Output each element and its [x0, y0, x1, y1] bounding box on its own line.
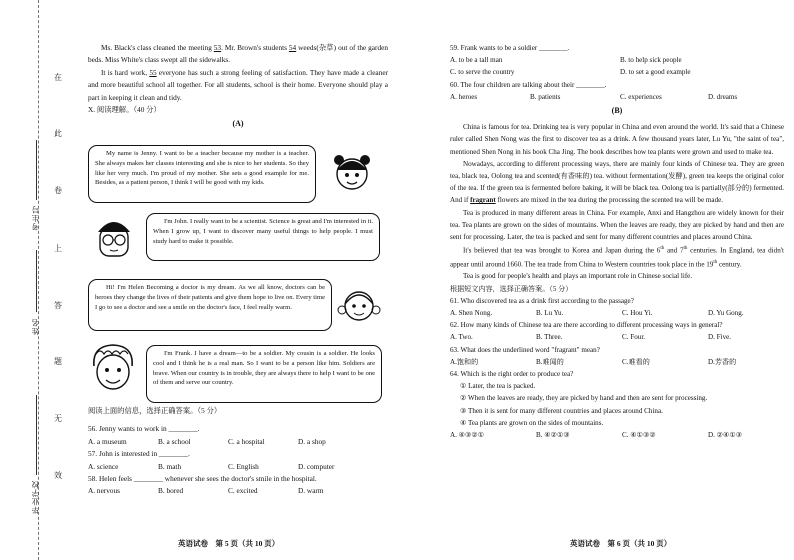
option[interactable]: C. excited — [228, 486, 258, 496]
bubble-frank: I'm Frank. I have a dream—to be a soldier. My cousin is a soldier. He looks cool and I think he is a real man. So I want to be a person like him. Soldiers are brave. When our country is in trouble, they are always there to help I want to be one of them and serve our country. — [146, 345, 382, 403]
passage-b-instruction: 根据短文内容，选择正确答案。（5 分） — [450, 284, 573, 293]
option[interactable]: A. nervous — [88, 486, 121, 496]
binding-dashed-line — [38, 0, 39, 560]
binding-char: 效 — [54, 471, 62, 480]
bubble-jenny: My name is Jenny. I want to be a teacher because my mother is a teacher. She always makes her classes interesting and she is nice to her students. So they like her very much. I'm proud of my mother. She sets a good example for me. Besides, as a patient person, I think I will be good with my kids. — [88, 145, 316, 203]
option[interactable]: C. Four. — [622, 333, 646, 342]
option[interactable]: B. patients — [530, 92, 561, 101]
binding-char: 卷 — [54, 186, 62, 195]
step-1: ① Later, the tea is packed. — [460, 382, 536, 391]
question-61: 61. Who discovered tea as a drink first according to the passage? A. Shen Nong. B. Lu Yu. C. Hou Yi. D. Yu Gong. — [450, 295, 784, 319]
binding-char: 上 — [54, 244, 62, 253]
cloze-paragraph-2: It is hard work, 55 everyone has such a strong feeling of satisfaction. They have made a cleaner and more beautiful school all together. For all students, school is their home. Everyone should play a part in keeping it clean and tidy. — [88, 67, 388, 102]
option[interactable]: D. Five. — [708, 333, 732, 342]
option[interactable]: D. to set a good example — [620, 68, 691, 77]
binding-strip — [0, 0, 75, 560]
question-63: 63. What does the underlined word "fragrant" mean? A.饱和的 B.难闻的 C.难看的 D.芳香的 — [450, 344, 784, 368]
option[interactable]: A. science — [88, 461, 119, 471]
option[interactable]: A.饱和的 — [450, 357, 479, 366]
question-57: 57. John is interested in ________. A. science B. math C. English D. computer — [88, 448, 388, 473]
section-x-heading: X. 阅读理解。（40 分） — [88, 105, 161, 115]
page-footer-left: 英语试卷 第 5 页（共 10 页） — [178, 539, 280, 548]
option[interactable]: A. Two. — [450, 333, 473, 342]
option[interactable]: B. to help sick people — [620, 56, 682, 65]
option[interactable]: D. a shop — [298, 436, 326, 446]
option[interactable]: B. Lu Yu. — [536, 308, 564, 317]
passage-b-paragraph-1: China is famous for tea. Drinking tea is very popular in China and even around the world. It's said that a Chinese ruler called Shen Nong was the first to discover tea as a drink. A few thousand years later, Lu Yu, "the saint of tea", mentioned Shen Nong in his book Cha Jing. The book describes how tea plants were grown and used to make tea. — [450, 123, 784, 156]
option[interactable]: C. a hospital — [228, 436, 265, 446]
school-field[interactable] — [36, 395, 37, 475]
cloze-paragraph-1: Ms. Black's class cleaned the meeting 53. Mr. Brown's students 54 weeds(杂草) out of the garden beds. Miss White's class swept all the sidewalks. — [88, 43, 389, 65]
blank-53: 53 — [213, 43, 222, 52]
passage-b-title: (B) — [611, 106, 623, 116]
binding-char: 答 — [54, 301, 62, 310]
option[interactable]: B. Three. — [536, 333, 563, 342]
question-60: 60. The four children are talking about their ________. A. heroes B. patients C. experiences D. dreams — [450, 79, 784, 103]
question-62: 62. How many kinds of Chinese tea are there according to different processing ways in general? A. Two. B. Three. C. Four. D. Five. — [450, 319, 784, 343]
question-56: 56. Jenny wants to work in ________. A. a museum B. a school C. a hospital D. a shop — [88, 423, 388, 448]
girl-pigtails-avatar-icon — [336, 276, 382, 332]
option[interactable]: D. dreams — [708, 92, 738, 101]
passage-b-paragraph-3: Tea is produced in many different areas in China. For example, Anxi and Hangzhou are widely known for their tea. Tea plants are grown on the sides of mountains. When the leaves are ready, they are picked by hand and then are sent for processing. Later, the tea is packed and sent for many different countries and places around China. — [450, 208, 784, 242]
question-58: 58. Helen feels ________ whenever she sees the doctor's smile in the hospital. A. nervous B. bored C. excited D. warm — [88, 473, 388, 498]
passage-a-instruction: 阅读上面的信息，选择正确答案。（5 分） — [88, 406, 222, 415]
name-field[interactable] — [36, 250, 37, 312]
binding-char: 此 — [54, 129, 62, 138]
step-3: ③ Then it is sent for many different countries and places around China. — [460, 406, 663, 415]
exam-number-label: 考生号 — [31, 205, 40, 231]
binding-char: 题 — [54, 357, 62, 366]
right-column — [450, 42, 784, 441]
girl-avatar-icon — [326, 146, 378, 198]
passage-b-paragraph-5: Tea is good for people's health and plays an important role in Chinese social life. — [463, 272, 693, 281]
blank-54: 54 — [288, 43, 297, 52]
option[interactable]: A. to be a tall man — [450, 56, 503, 65]
option[interactable]: B. bored — [158, 486, 184, 496]
option[interactable]: D. Yu Gong. — [708, 308, 744, 317]
option[interactable]: B.难闻的 — [536, 357, 564, 366]
passage-a-title: (A) — [232, 119, 244, 129]
option[interactable]: B. ④②①③ — [536, 431, 570, 440]
option[interactable]: A. heroes — [450, 92, 478, 101]
option[interactable]: C. to serve the country — [450, 68, 515, 77]
bubble-helen: Hi! I'm Helen Becoming a doctor is my dream. As we all know, doctors can be heroes they change the lives of their patients and give them hope to live on. Every time I go to see a doctor and see a smile on the doctor's face, I feel really warm. — [88, 279, 332, 331]
step-2: ② When the leaves are ready, they are picked by hand and then are sent for processing. — [460, 394, 708, 403]
school-label: 毕业学校 — [31, 480, 40, 514]
option[interactable]: C. experiences — [620, 92, 662, 101]
bubble-john: I'm John. I really want to be a scientist. Science is great and I'm interested in it. When I grow up, I want to discover many useful things to help people. I must study hard to make it possible. — [146, 213, 380, 261]
option[interactable]: A. a museum — [88, 436, 127, 446]
option[interactable]: C.难看的 — [622, 357, 650, 366]
left-questions — [88, 405, 388, 498]
binding-char: 在 — [54, 73, 62, 82]
passage-b-paragraph-2: Nowadays, according to different processing ways, there are mainly four kinds of Chinese tea. They are green tea, black tea, Oolong tea and scented(有香味的) tea. without fermentation(发酵), green tea keeps the original color of the tea. If the green tea is fermented before baking, it will be black tea. Oolong tea is partially(部分的) fermented. And if fragrant flowers are mixed in the tea during the processing the scented tea will be made. — [450, 159, 784, 205]
step-4: ④ Tea plants are grown on the sides of mountains. — [460, 418, 604, 427]
question-59: 59. Frank wants to be a soldier ________. A. to be a tall man B. to help sick people C. to serve the country D. to set a good example — [450, 42, 784, 79]
binding-char: 无 — [54, 414, 62, 423]
option[interactable]: B. a school — [158, 436, 191, 446]
option[interactable]: A. ④③②① — [450, 431, 485, 440]
option[interactable]: D.芳香的 — [708, 357, 737, 366]
left-column — [88, 42, 388, 135]
passage-b-paragraph-4: It's believed that tea was brought to Korea and Japan during the 6th and 7th centuries. In England, tea didn't appear until around 1660. The tea trade from China to Western countries took place in the 19th century. — [450, 246, 785, 269]
option[interactable]: A. Shen Nong. — [450, 308, 493, 317]
question-64: 64. Which is the right order to produce tea? ① Later, the tea is packed. ② When the leaves are ready, they are picked by hand and then are sent for processing. ③ Then it is sent for many different countries and places around China. ④ Tea plants are grown on the sides of mountains. A. ④③②① B. ④②①③ C. ④①③② D. ②④①③ — [450, 368, 784, 441]
option[interactable]: D. computer — [298, 461, 335, 471]
option[interactable]: D. ②④①③ — [708, 431, 743, 440]
boy-glasses-avatar-icon — [90, 210, 138, 262]
exam-number-field[interactable] — [36, 140, 37, 200]
blank-55: 55 — [149, 67, 157, 77]
boy-curly-avatar-icon — [88, 340, 138, 400]
underlined-word-fragrant: fragrant — [470, 196, 496, 205]
page-footer-right: 英语试卷 第 6 页（共 10 页） — [570, 539, 672, 548]
option[interactable]: D. warm — [298, 486, 324, 496]
option[interactable]: C. ④①③② — [622, 431, 656, 440]
option[interactable]: B. math — [158, 461, 182, 471]
name-label: 姓名 — [31, 318, 40, 335]
option[interactable]: C. Hou Yi. — [622, 308, 653, 317]
option[interactable]: C. English — [228, 461, 259, 471]
